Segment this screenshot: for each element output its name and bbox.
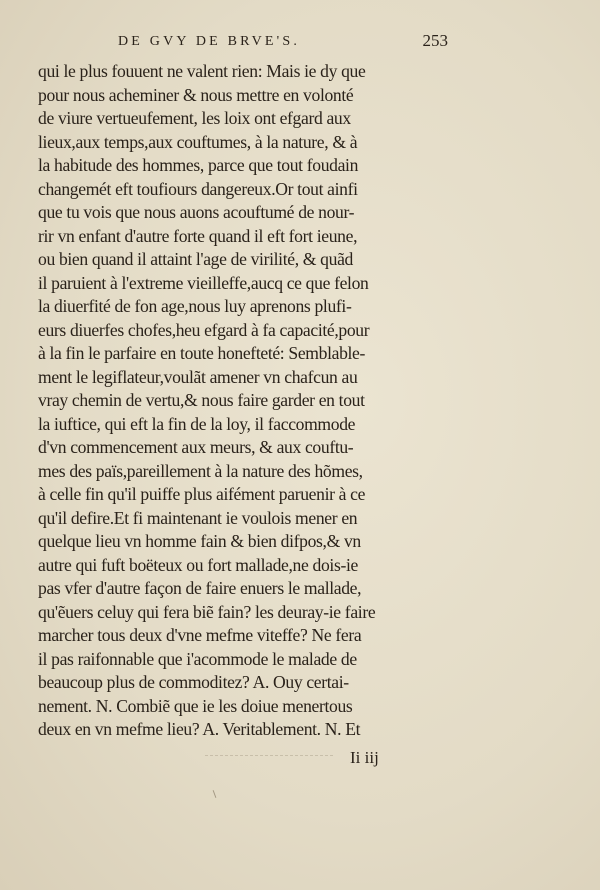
page-number: 253	[422, 31, 448, 50]
text-line: la habitude des hommes, parce que tout foudain	[38, 155, 359, 175]
text-line: qu'il defire.Et fi maintenant ie voulois mener en	[38, 507, 358, 528]
body-text	[38, 60, 448, 742]
text-line: vray chemin de vertu,& nous faire garder en tout	[38, 390, 365, 410]
text-line: eurs diuerfes chofes,heu efgard à fa capacité,pour	[38, 319, 370, 340]
text-line: qui le plus fouuent ne valent rien: Mais ie dy que	[38, 61, 366, 81]
text-line: il pas raifonnable que i'acommode le malade de	[38, 648, 357, 669]
text-line: que tu vois que nous auons acouftumé de nour-	[38, 202, 355, 222]
text-line: il paruient à l'extreme vieilleffe,aucq ce que felon	[38, 272, 369, 293]
faint-rule	[205, 755, 333, 756]
text-line: deux en vn mefme lieu? A. Veritablement. N. Et	[38, 719, 361, 739]
text-line: lieux,aux temps,aux couftumes, à la nature, & à	[38, 131, 358, 152]
running-head: DE GVY DE BRVE'S.	[118, 34, 301, 49]
signature-mark: Ii iij	[350, 748, 379, 767]
text-line: ou bien quand il attaint l'age de virilité, & quãd	[38, 249, 353, 269]
text-line: de viure vertueufement, les loix ont efgard aux	[38, 108, 351, 128]
text-line: la diuerfité de fon age,nous luy aprenons plufi-	[38, 296, 352, 316]
text-line: rir vn enfant d'autre forte quand il eft fort ieune,	[38, 225, 358, 246]
text-line: quelque lieu vn homme fain & bien difpos,& vn	[38, 531, 361, 551]
text-line: qu'ẽuers celuy qui fera biẽ fain? les deuray-ie faire	[38, 601, 376, 622]
text-line: marcher tous deux d'vne mefme viteffe? Ne fera	[38, 625, 362, 645]
page-header	[118, 31, 448, 58]
text-line: changemét eft toufiours dangereux.Or tout ainfi	[38, 178, 358, 199]
text-line: pas vfer d'autre façon de faire enuers le mallade,	[38, 578, 362, 598]
stray-mark	[213, 790, 217, 798]
text-line: beaucoup plus de commoditez? A. Ouy certai-	[38, 672, 349, 692]
text-line: autre qui fuft boëteux ou fort mallade,ne dois-ie	[38, 554, 358, 575]
text-line: pour nous acheminer & nous mettre en volonté	[38, 84, 354, 105]
text-line: à celle fin qu'il puiffe plus aifément paruenir à ce	[38, 484, 366, 504]
text-line: mes des païs,pareillement à la nature des hõmes,	[38, 460, 363, 481]
text-line: la iuftice, qui eft la fin de la loy, il faccommode	[38, 413, 356, 434]
text-line: nement. N. Combiẽ que ie les doiue menertous	[38, 695, 353, 716]
text-line: d'vn commencement aux meurs, & aux couftu-	[38, 437, 354, 457]
text-line: à la fin le parfaire en toute honefteté: Semblable-	[38, 343, 366, 363]
text-line: ment le legiflateur,voulãt amener vn chafcun au	[38, 366, 358, 387]
